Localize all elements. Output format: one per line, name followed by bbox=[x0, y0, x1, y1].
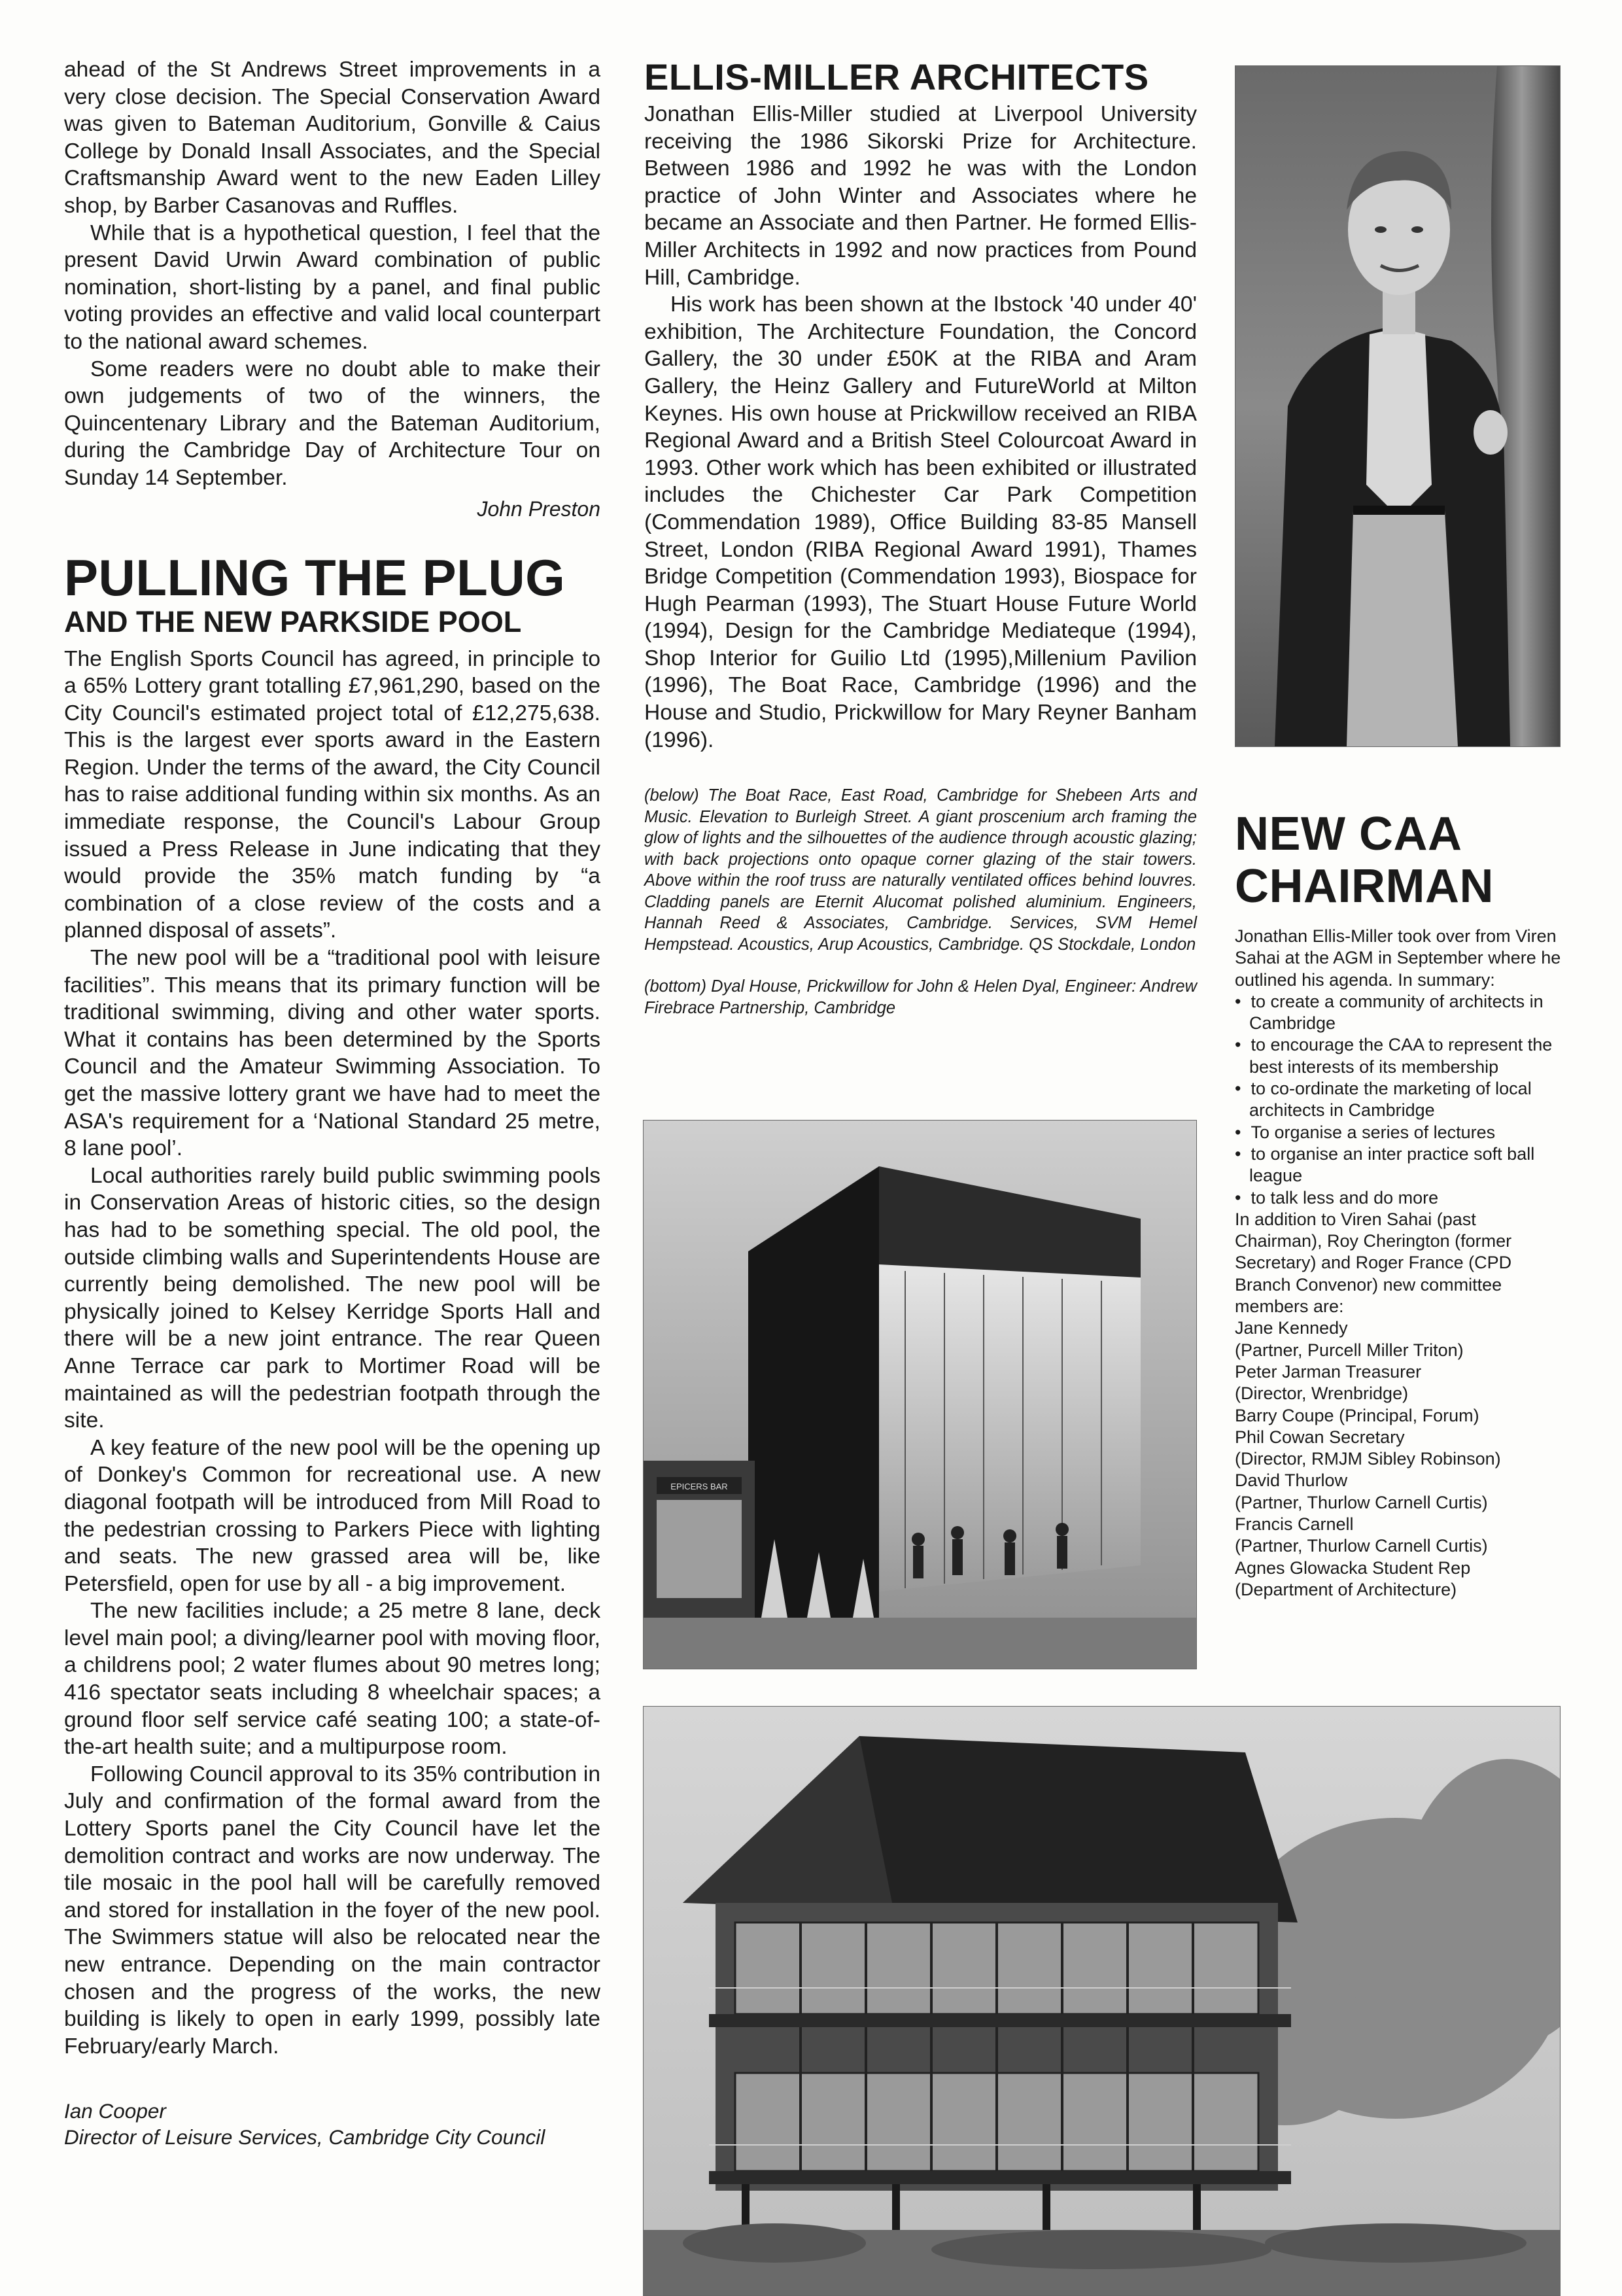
middle-column bbox=[644, 56, 1197, 1018]
member-line: Jane Kennedy bbox=[1235, 1318, 1348, 1338]
shop-sign: EPICERS BAR bbox=[670, 1482, 728, 1491]
member-line: (Director, Wrenbridge) bbox=[1235, 1383, 1409, 1404]
architects-paragraph: Jonathan Ellis-Miller studied at Liverpool University receiving the 1986 Sikorski Prize for Architecture. Between 1986 and 1992 he was with the London practice of John Winter and Associates where he became an Associate and then Partner. He formed Ellis-Miller Architects in 1992 and now practices from Pound Hill, Cambridge. bbox=[644, 102, 1197, 290]
member-line: David Thurlow bbox=[1235, 1470, 1348, 1491]
intro-paragraph: ahead of the St Andrews Street improvements in a very close decision. The Special Conservation Award was given to Bateman Auditorium, Gonville & Caius College by Donald Insall Associates, and the Special Craftsmanship Award went to the new Eaden Lilley shop, by Barber Casanovas and Ruffles. bbox=[64, 58, 600, 218]
article-paragraph: Following Council approval to its 35% contribution in July and confirmation of the formal award from the Lottery Sports panel the City Council have let the demolition contract and works are now underway. The tile mosaic in the pool hall will be carefully removed and stored for installation in the foyer of the new pool. The Swimmers statue will also be relocated near the new entrance. Depending on the main contractor chosen and the progress of the works, the new building is likely to open in early 1999, possibly late February/early March. bbox=[64, 1762, 600, 2059]
boat-race-photo bbox=[643, 1120, 1197, 1669]
member-line: (Partner, Thurlow Carnell Curtis) bbox=[1235, 1536, 1488, 1556]
caa-heading bbox=[1235, 808, 1562, 913]
member-line: Francis Carnell bbox=[1235, 1514, 1354, 1535]
boat-race-image bbox=[644, 1121, 1196, 1669]
signoff-name: Ian Cooper bbox=[64, 2099, 166, 2123]
agenda-item: • to organise an inter practice soft ball league bbox=[1235, 1143, 1562, 1187]
signoff-title: Director of Leisure Services, Cambridge City Council bbox=[64, 2125, 545, 2149]
agenda-item: • to co-ordinate the marketing of local architects in Cambridge bbox=[1235, 1078, 1562, 1122]
agenda-list bbox=[1235, 991, 1562, 1209]
member-line: Agnes Glowacka Student Rep bbox=[1235, 1557, 1471, 1578]
caa-heading-line2: CHAIRMAN bbox=[1235, 860, 1494, 913]
article-paragraph: Local authorities rarely build public swimming pools in Conservation Areas of historic cities, so the design has had to be something special. The old pool, the outside climbing walls and Superintendents House are currently being demolished. The new pool will be physically joined to Kelsey Kerridge Sports Hall and there will be a new joint entrance. The rear Queen Anne Terrace car park to Mortimer Road will be maintained as will the pedestrian footpath through the site. bbox=[64, 1163, 600, 1433]
intro-paragraph: Some readers were no doubt able to make their own judgements of two of the winners, the Quincentenary Library and the Bateman Auditorium, during the Cambridge Day of Architecture Tour on Sunday 14 September. bbox=[64, 357, 600, 490]
dyal-house-image bbox=[644, 1707, 1560, 2295]
committee-intro: In addition to Viren Sahai (past Chairman), Roy Cherington (former Secretary) and Roger France (CPD Branch Convenor) new committee members are: bbox=[1235, 1209, 1512, 1317]
portrait-photo bbox=[1235, 65, 1561, 747]
agenda-item: • to talk less and do more bbox=[1235, 1187, 1562, 1209]
article-paragraph: The new pool will be a “traditional pool with leisure facilities”. This means that its primary function will be traditional swimming, diving and other water sports. What it contains has been determined by the Sports Council and the Amateur Swimming Association. To get the massive lottery grant we have had to meet the ASA's requirement for a ‘National Standard 25 metre, 8 lane pool’. bbox=[64, 946, 600, 1161]
article-title: PULLING THE PLUG bbox=[64, 548, 566, 606]
architects-paragraph: His work has been shown at the Ibstock '40 under 40' exhibition, The Architecture Foundation, the Concord Gallery, the 30 under £50K at the RIBA and Aram Gallery, the Heinz Gallery and FutureWorld at Milton Keynes. His own house at Prickwillow received an RIBA Regional Award and a British Steel Colourcoat Award in 1993. Other work which has been exhibited or illustrated includes the Chichester Car Park Competition (Commendation 1989), Office Building 83-85 Mansell Street, London (RIBA Regional Award 1991), Thames Bridge Competition (Commendation 1993), Biospace for Hugh Pearman (1993), The Stuart House Future World (1994), Design for the Cambridge Mediateque (1994), Shop Interior for Guilio Ltd (1995),Millenium Pavilion (1996), The Boat Race, Cambridge (1996) and the House and Studio, Prickwillow for Mary Reyner Banham (1996). bbox=[644, 292, 1197, 752]
agenda-item: • To organise a series of lectures bbox=[1235, 1122, 1562, 1143]
article-subtitle: AND THE NEW PARKSIDE POOL bbox=[64, 604, 522, 638]
dyal-house-photo bbox=[643, 1706, 1561, 2296]
article-paragraph: A key feature of the new pool will be the opening up of Donkey's Common for recreational use. A new diagonal footpath will be introduced from Mill Road to the pedestrian crossing to Parkers Piece with lighting and seats. The new grassed area will be, like Petersfield, open for use by all - a big improvement. bbox=[64, 1435, 600, 1596]
article-signoff bbox=[64, 2098, 600, 2150]
member-line: (Partner, Thurlow Carnell Curtis) bbox=[1235, 1492, 1488, 1512]
member-line: Barry Coupe (Principal, Forum) bbox=[1235, 1405, 1479, 1425]
article-paragraph: The English Sports Council has agreed, in principle to a 65% Lottery grant totalling £7,961,290, based on the City Council's estimated project total of £12,275,638. This is the largest ever sports award in the Eastern Region. Under the terms of the award, the City Council has to raise additional funding within six months. As an immediate response, the Council's Labour Group issued a Press Release in June indicating that they would provide the 35% match funding by “a combination of a close review of the costs and a planned disposal of assets”. bbox=[64, 646, 600, 943]
agenda-item: • to encourage the CAA to represent the best interests of its membership bbox=[1235, 1034, 1562, 1078]
committee-members bbox=[1235, 1317, 1562, 1601]
member-line: (Partner, Purcell Miller Triton) bbox=[1235, 1340, 1464, 1360]
member-line: (Director, RMJM Sibley Robinson) bbox=[1235, 1449, 1501, 1469]
portrait-image bbox=[1235, 66, 1560, 746]
left-column bbox=[64, 56, 600, 2150]
intro-paragraph: While that is a hypothetical question, I feel that the present David Urwin Award combination of public nomination, short-listing by a panel, and final public voting provides an effective and valid local counterpart to the national award schemes. bbox=[64, 220, 600, 354]
right-column bbox=[1235, 808, 1562, 1601]
member-line: Phil Cowan Secretary bbox=[1235, 1427, 1405, 1447]
intro-author: John Preston bbox=[477, 496, 600, 521]
article-paragraph: The new facilities include; a 25 metre 8 lane, deck level main pool; a diving/learner pool with moving floor, a childrens pool; 2 water flumes about 90 metres long; 416 spectator seats including 8 wheelchair spaces; a ground floor self service café seating 100; a state-of-the-art health suite; and a multipurpose room. bbox=[64, 1599, 600, 1760]
architects-heading: ELLIS-MILLER ARCHITECTS bbox=[644, 56, 1149, 97]
agenda-item: • to create a community of architects in Cambridge bbox=[1235, 991, 1562, 1035]
member-line: Peter Jarman Treasurer bbox=[1235, 1361, 1422, 1382]
caption-bottom: (bottom) Dyal House, Prickwillow for John & Helen Dyal, Engineer: Andrew Firebrace Partnership, Cambridge bbox=[644, 977, 1197, 1017]
caa-heading-line1: NEW CAA bbox=[1235, 808, 1462, 860]
caa-intro: Jonathan Ellis-Miller took over from Viren Sahai at the AGM in September where he outlined his agenda. In summary: bbox=[1235, 926, 1561, 990]
caption-below: (below) The Boat Race, East Road, Cambridge for Shebeen Arts and Music. Elevation to Burleigh Street. A giant proscenium arch framing the glow of lights and the silhouettes of the audience through acoustic glazing; with back projections onto opaque corner glazing of the stair towers. Above within the roof truss are naturally ventilated offices behind louvres. Cladding panels are Eternit Alucomat polished aluminium. Engineers, Hannah Reed & Associates, Cambridge. Services, SVM Hemel Hempstead. Acoustics, Arup Acoustics, Cambridge. QS Stockdale, London bbox=[644, 786, 1197, 954]
member-line: (Department of Architecture) bbox=[1235, 1579, 1457, 1599]
